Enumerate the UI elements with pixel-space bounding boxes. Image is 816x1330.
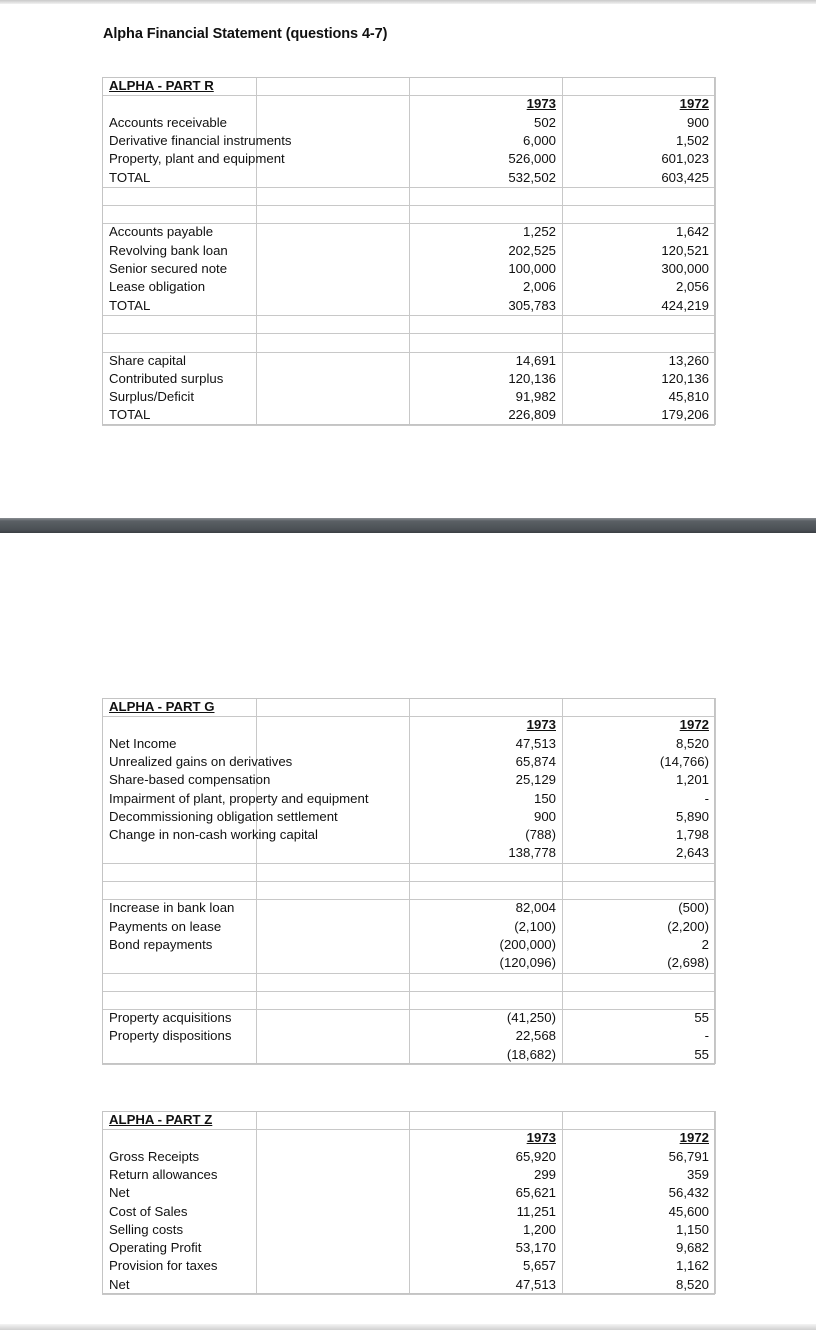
value-1972: 45,810 [668,389,709,405]
table-row [102,1027,715,1045]
grid-hline [102,425,715,426]
value-1972: 1,642 [675,224,709,240]
row-label: Revolving bank loan [109,242,228,258]
value-1972: 1,150 [675,1221,709,1237]
year-1972-header: 1972 [679,96,709,112]
value-1972: 300,000 [661,261,709,276]
value-1973: 6,000 [522,132,556,148]
row-label: Accounts payable [109,224,214,240]
value-1973: 47,513 [515,1276,556,1292]
table-row [102,753,715,771]
row-label: Payments on lease [109,918,222,934]
row-label [102,954,256,972]
value-1972: - [704,1028,709,1044]
value-1972: 55 [694,1046,709,1062]
table-row [102,735,715,753]
value-1972: 120,136 [661,370,709,386]
page-title: Alpha Financial Statement (questions 4-7) [103,26,388,42]
section-heading: ALPHA - PART G [109,699,215,714]
value-1973: 2,006 [522,279,556,295]
value-1973: 532,502 [508,169,556,185]
value-1973: 91,982 [515,389,556,405]
spacer-row [102,315,715,333]
row-label [102,844,256,862]
value-1973: 100,000 [508,261,556,276]
table-row [102,1276,715,1294]
table-row [102,150,715,168]
table-row [102,918,715,936]
value-1972: 120,521 [661,242,709,258]
row-label: TOTAL [109,169,151,185]
row-label: Net [109,1185,130,1201]
year-1973-header: 1973 [526,96,556,112]
section-heading: ALPHA - PART Z [109,1112,213,1127]
table-row [102,1148,715,1166]
value-1972: 13,260 [668,352,709,368]
row-label: Change in non-cash working capital [109,827,318,843]
value-1972: 1,502 [675,132,709,148]
section-heading: ALPHA - PART R [109,78,214,93]
value-1973: 65,874 [515,753,556,769]
value-1972: (2,200) [667,918,709,934]
spacer-row [102,973,715,991]
table-row [102,954,715,972]
value-1972: 900 [686,114,709,130]
row-label: Contributed surplus [109,370,224,386]
value-1973: 22,568 [515,1028,556,1044]
value-1972: 1,201 [675,772,709,788]
table-row [102,790,715,808]
row-label: Property dispositions [109,1028,232,1044]
row-label: Net [109,1276,130,1292]
grid-vline [715,698,716,1064]
table-row [102,844,715,862]
table-row [102,352,715,370]
value-1973: 120,136 [508,370,556,386]
row-label: Net Income [109,735,177,751]
row-label: Increase in bank loan [109,900,235,916]
top-edge [0,0,816,4]
table-row [102,406,715,424]
value-1973: (18,682) [506,1046,556,1062]
table-row [102,223,715,241]
grid-hline [102,1294,715,1295]
table-row [102,771,715,789]
value-1972: 5,890 [675,808,709,824]
table-row [102,370,715,388]
value-1973: 1,200 [522,1221,556,1237]
row-label: Selling costs [109,1221,184,1237]
page-separator [0,518,816,533]
value-1972: 45,600 [668,1203,709,1219]
row-label: Property, plant and equipment [109,151,285,167]
table-row [102,1166,715,1184]
spacer-row [102,187,715,205]
value-1972: 179,206 [661,407,709,423]
value-1972: 424,219 [661,297,709,313]
value-1973: 25,129 [515,772,556,788]
value-1972: 56,791 [668,1148,709,1164]
value-1973: (200,000) [499,936,556,952]
year-1973-header: 1973 [526,717,556,733]
table-row [102,808,715,826]
value-1973: 53,170 [515,1240,556,1256]
value-1973: (120,096) [499,955,556,971]
row-label: Decommissioning obligation settlement [109,808,338,824]
row-label [102,1046,256,1064]
row-label: Return allowances [109,1166,218,1182]
row-label: Cost of Sales [109,1203,188,1219]
value-1972: 9,682 [675,1240,709,1256]
value-1972: 2,056 [675,279,709,295]
year-1972-header: 1972 [679,717,709,733]
value-1973: 5,657 [522,1258,556,1274]
row-label: Gross Receipts [109,1148,200,1164]
spacer-row [102,991,715,1009]
row-label: Accounts receivable [109,114,228,130]
year-header-row [102,1129,715,1147]
table-row [102,114,715,132]
table-row [102,1257,715,1275]
table-row [102,242,715,260]
value-1973: (788) [525,827,556,843]
grid-vline [715,1111,716,1294]
year-1972-header: 1972 [679,1130,709,1146]
row-label: Property acquisitions [109,1010,232,1026]
value-1973: 202,525 [508,242,556,258]
table-row [102,826,715,844]
row-label: Lease obligation [109,279,206,295]
grid-hline [102,1064,715,1065]
row-label: Share capital [109,352,186,368]
value-1973: 150 [533,790,556,806]
value-1973: 299 [533,1166,556,1182]
row-label: Share-based compensation [109,772,271,788]
table-row [102,278,715,296]
value-1973: 526,000 [508,151,556,167]
value-1973: 65,621 [515,1185,556,1201]
row-label: Surplus/Deficit [109,389,195,405]
grid-vline [715,77,716,425]
value-1973: 11,251 [516,1203,556,1219]
row-label: TOTAL [109,297,151,313]
value-1972: 601,023 [661,151,709,167]
row-label: TOTAL [109,407,151,423]
value-1972: (2,698) [667,955,709,971]
year-1973-header: 1973 [526,1130,556,1146]
spacer-row [102,881,715,899]
part-r-table [102,77,715,425]
value-1972: 1,162 [675,1258,709,1274]
value-1972: 8,520 [675,735,709,751]
value-1973: (41,250) [506,1010,556,1026]
row-label: Provision for taxes [109,1258,218,1274]
value-1972: (500) [678,900,709,916]
table-row [102,1221,715,1239]
table-row [102,1203,715,1221]
row-label: Derivative financial instruments [109,132,292,148]
value-1973: 138,778 [508,845,556,861]
table-row [102,169,715,187]
table-row [102,1239,715,1257]
table-row [102,936,715,954]
value-1972: - [704,790,709,806]
row-label: Impairment of plant, property and equipment [109,790,369,806]
value-1973: 305,783 [508,297,556,313]
spacer-row [102,333,715,351]
bottom-edge [0,1324,816,1330]
value-1972: 359 [686,1166,709,1182]
value-1972: 1,798 [675,827,709,843]
table-row [102,1184,715,1202]
value-1972: 56,432 [668,1185,709,1201]
value-1973: 502 [533,114,556,130]
row-label: Unrealized gains on derivatives [109,753,293,769]
row-label: Senior secured note [109,261,228,276]
spacer-row [102,205,715,223]
row-label: Bond repayments [109,936,213,952]
section-heading-row [102,77,715,95]
section-heading-row [102,1111,715,1129]
row-label: Operating Profit [109,1240,202,1256]
part-g-table [102,698,715,1064]
value-1972: 8,520 [675,1276,709,1292]
value-1973: 226,809 [508,407,556,423]
table-row [102,1046,715,1064]
value-1973: (2,100) [514,918,556,934]
spacer-row [102,863,715,881]
value-1973: 900 [533,808,556,824]
value-1972: 2,643 [675,845,709,861]
value-1972: 2 [701,936,709,952]
year-header-row [102,716,715,734]
value-1973: 14,691 [515,352,556,368]
value-1972: 603,425 [661,169,709,185]
table-row [102,297,715,315]
value-1973: 1,252 [522,224,556,240]
value-1972: (14,766) [659,753,709,769]
value-1973: 47,513 [515,735,556,751]
table-row [102,1009,715,1027]
value-1972: 55 [694,1010,709,1026]
part-z-table [102,1111,715,1294]
value-1973: 65,920 [515,1148,556,1164]
table-row [102,388,715,406]
table-row [102,260,715,278]
value-1973: 82,004 [515,900,556,916]
year-header-row [102,95,715,113]
table-row [102,899,715,917]
table-row [102,132,715,150]
section-heading-row [102,698,715,716]
